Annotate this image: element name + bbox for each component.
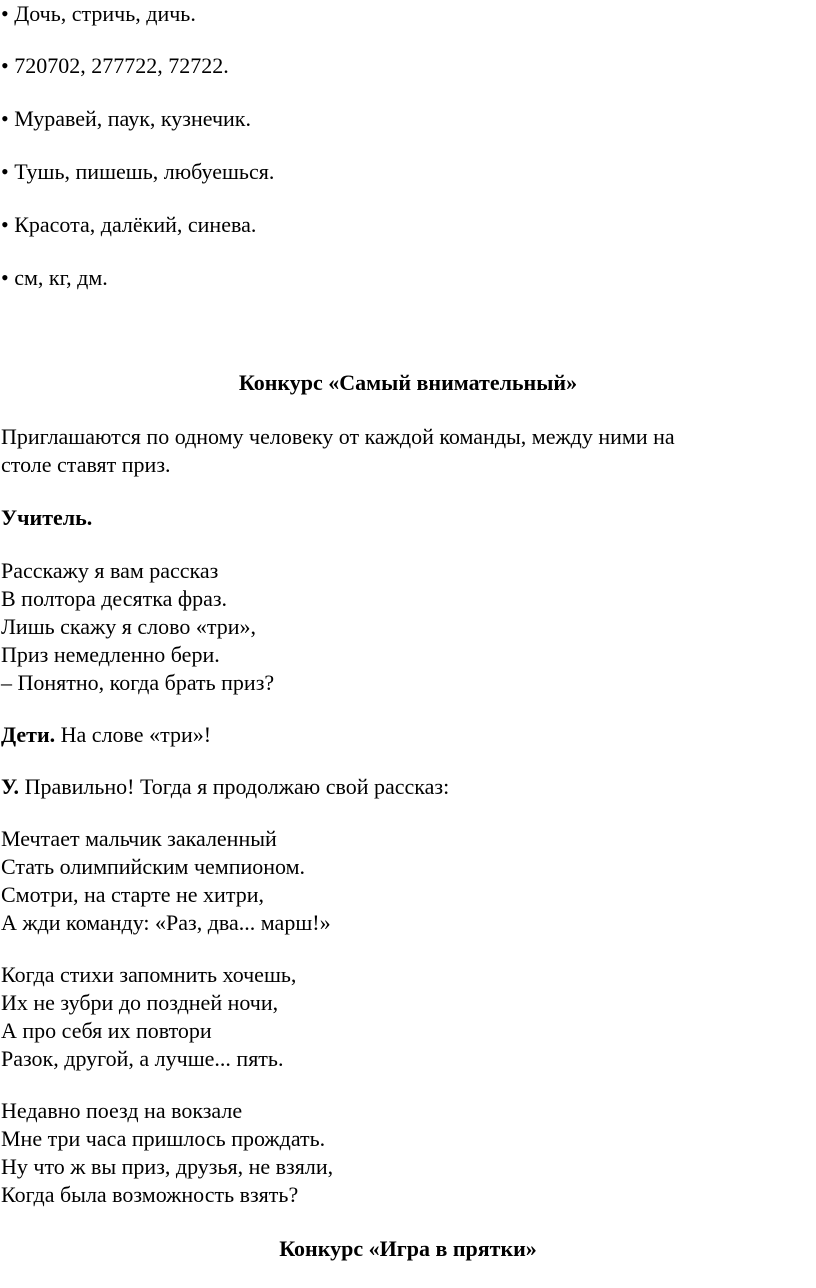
verse-line: В полтора десятка фраз. <box>1 586 228 611</box>
section-heading: Конкурс «Игра в прятки» <box>279 1236 537 1261</box>
speaker-label-u: У. <box>1 774 20 799</box>
verse-line: Лишь скажу я слово «три», <box>1 614 257 639</box>
children-reply <box>1 721 211 749</box>
intro-paragraph-line: столе ставят приз. <box>1 452 171 477</box>
bullet-item: • см, кг, дм. <box>1 265 108 290</box>
verse-line: Когда была возможность взять? <box>1 1182 299 1207</box>
verse-line: Ну что ж вы приз, друзья, не взяли, <box>1 1154 334 1179</box>
verse-line: Смотри, на старте не хитри, <box>1 882 264 907</box>
verse-line: Мечтает мальчик закаленный <box>1 826 277 851</box>
verse-line: А жди команду: «Раз, два... марш!» <box>1 910 331 935</box>
verse-line: Их не зубри до поздней ночи, <box>1 990 279 1015</box>
bullet-item: • Дочь, стричь, дичь. <box>1 1 196 26</box>
bullet-item: • Муравей, паук, кузнечик. <box>1 106 251 131</box>
speaker-label-children: Дети. <box>1 722 56 747</box>
verse-line: Разок, другой, а лучше... пять. <box>1 1046 284 1071</box>
bullet-item: • Тушь, пишешь, любуешься. <box>1 159 275 184</box>
children-reply-text: На слове «три»! <box>55 722 212 747</box>
verse-line: Когда стихи запомнить хочешь, <box>1 962 297 987</box>
intro-paragraph-line: Приглашаются по одному человеку от каждой команды, между ними на <box>1 424 675 449</box>
speaker-label-teacher: Учитель. <box>1 505 93 530</box>
verse-line: Недавно поезд на вокзале <box>1 1098 243 1123</box>
verse-line: – Понятно, когда брать приз? <box>1 670 275 695</box>
verse-line: А про себя их повтори <box>1 1018 212 1043</box>
verse-line: Стать олимпийским чемпионом. <box>1 854 306 879</box>
bullet-item: • Красота, далёкий, синева. <box>1 212 257 237</box>
teacher-reply <box>1 773 449 801</box>
verse-line: Мне три часа пришлось прождать. <box>1 1126 326 1151</box>
verse-line: Приз немедленно бери. <box>1 642 220 667</box>
verse-line: Расскажу я вам рассказ <box>1 558 219 583</box>
section-heading: Конкурс «Самый внимательный» <box>238 370 578 395</box>
bullet-item: • 720702, 277722, 72722. <box>1 53 229 78</box>
teacher-reply-text: Правильно! Тогда я продолжаю свой рассказ: <box>19 774 450 799</box>
